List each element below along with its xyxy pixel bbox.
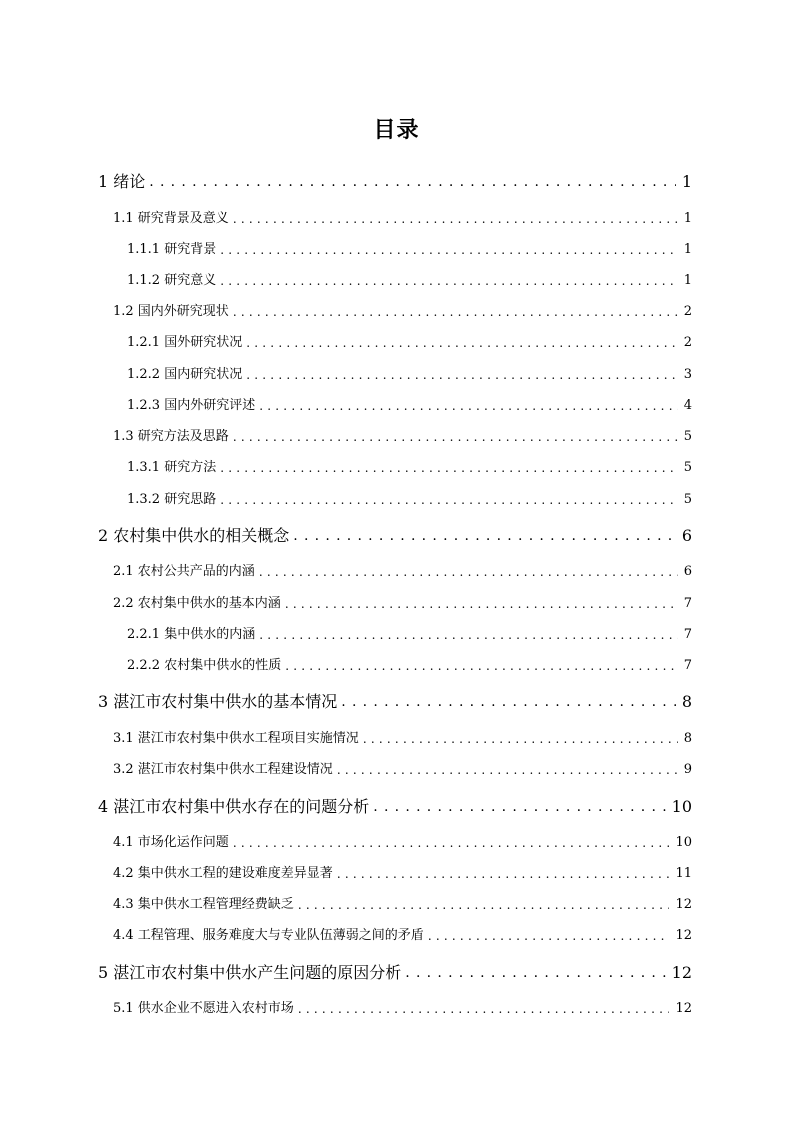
toc-entry-label: 4.1 市场化运作问题 xyxy=(113,835,229,850)
toc-leader xyxy=(373,796,665,818)
toc-leader xyxy=(341,691,676,713)
toc-leader xyxy=(220,459,678,477)
toc-entry-label: 4.2 集中供水工程的建设难度差异显著 xyxy=(113,866,333,881)
toc-entry-1-3-1[interactable] xyxy=(127,459,692,477)
toc-entry-page: 7 xyxy=(683,627,692,642)
toc-leader xyxy=(285,595,678,613)
toc-entry-label: 1.2.3 国内外研究评述 xyxy=(127,398,256,413)
toc-entry-label: 4.4 工程管理、服务难度大与专业队伍薄弱之间的矛盾 xyxy=(113,928,424,943)
toc-leader xyxy=(149,171,676,193)
toc-entry-label: 2.2 农村集中供水的基本内涵 xyxy=(113,596,281,611)
toc-entry-1-1-2[interactable] xyxy=(127,272,692,290)
toc-leader xyxy=(285,657,678,675)
toc-entry-page: 12 xyxy=(671,963,692,982)
toc-leader xyxy=(246,366,678,384)
toc-entry-ch5[interactable] xyxy=(98,962,692,984)
toc-entry-ch3[interactable] xyxy=(98,691,692,713)
toc-entry-page: 5 xyxy=(683,460,692,475)
toc-entry-label: 1.2 国内外研究现状 xyxy=(113,304,229,319)
toc-entry-2-2-2[interactable] xyxy=(127,657,692,675)
toc-entry-label: 1.1.2 研究意义 xyxy=(127,273,217,288)
toc-entry-page: 4 xyxy=(683,398,692,413)
toc-entry-page: 2 xyxy=(683,304,692,319)
toc-entry-page: 6 xyxy=(681,526,692,545)
toc-entry-label: 1.3 研究方法及思路 xyxy=(113,429,229,444)
toc-title: 目录 xyxy=(373,118,420,143)
toc-entry-page: 7 xyxy=(683,658,692,673)
toc-entry-4-3[interactable] xyxy=(113,896,692,914)
toc-entry-page: 7 xyxy=(683,596,692,611)
toc-entry-page: 1 xyxy=(683,273,692,288)
toc-entry-label: 2.2.2 农村集中供水的性质 xyxy=(127,658,282,673)
toc-entry-5-1[interactable] xyxy=(113,1000,692,1018)
toc-entry-3-2[interactable] xyxy=(113,761,692,779)
toc-entry-ch1[interactable] xyxy=(98,171,692,193)
toc-entry-2-2[interactable] xyxy=(113,595,692,613)
toc-entry-page: 5 xyxy=(683,492,692,507)
toc-entry-page: 5 xyxy=(683,429,692,444)
toc-entry-page: 8 xyxy=(681,692,692,711)
toc-entry-2-2-1[interactable] xyxy=(127,626,692,644)
toc-entry-label: 3.1 湛江市农村集中供水工程项目实施情况 xyxy=(113,731,359,746)
toc-leader xyxy=(233,428,678,446)
toc-entry-label: 5.1 供水企业不愿进入农村市场 xyxy=(113,1001,294,1016)
toc-entry-label: 4 湛江市农村集中供水存在的问题分析 xyxy=(98,797,370,816)
toc-leader xyxy=(220,491,678,509)
toc-entry-1-1-1[interactable] xyxy=(127,241,692,259)
toc-entry-label: 3.2 湛江市农村集中供水工程建设情况 xyxy=(113,762,333,777)
toc-entry-ch4[interactable] xyxy=(98,796,692,818)
toc-leader xyxy=(233,210,678,228)
toc-leader xyxy=(298,896,670,914)
toc-leader xyxy=(233,303,678,321)
toc-leader xyxy=(220,241,678,259)
toc-leader xyxy=(405,962,665,984)
toc-leader xyxy=(246,334,678,352)
toc-entry-4-2[interactable] xyxy=(113,865,692,883)
toc-leader xyxy=(337,865,670,883)
toc-entry-1-3[interactable] xyxy=(113,428,692,446)
toc-entry-1-2-3[interactable] xyxy=(127,397,692,415)
toc-entry-label: 1.2.2 国内研究状况 xyxy=(127,367,243,382)
toc-entry-label: 1.2.1 国外研究状况 xyxy=(127,335,243,350)
toc-entry-label: 3 湛江市农村集中供水的基本情况 xyxy=(98,692,338,711)
toc-leader xyxy=(220,272,678,290)
toc-leader xyxy=(259,563,678,581)
toc-leader xyxy=(259,626,678,644)
toc-leader xyxy=(259,397,678,415)
toc-entry-page: 2 xyxy=(683,335,692,350)
toc-entry-page: 6 xyxy=(683,564,692,579)
toc-leader xyxy=(363,730,678,748)
toc-entry-4-4[interactable] xyxy=(113,927,692,945)
toc-entry-label: 1.3.2 研究思路 xyxy=(127,492,217,507)
toc-entry-page: 9 xyxy=(683,762,692,777)
toc-entry-1-3-2[interactable] xyxy=(127,491,692,509)
toc-entry-page: 3 xyxy=(683,367,692,382)
toc-leader xyxy=(298,1000,670,1018)
toc-entry-1-1[interactable] xyxy=(113,210,692,228)
toc-entry-1-2[interactable] xyxy=(113,303,692,321)
toc-leader xyxy=(428,927,670,945)
toc-entry-4-1[interactable] xyxy=(113,834,692,852)
toc-entry-page: 1 xyxy=(683,242,692,257)
toc-entry-page: 12 xyxy=(675,1001,692,1016)
toc-entry-page: 1 xyxy=(683,211,692,226)
toc-leader xyxy=(233,834,670,852)
toc-entry-label: 2.2.1 集中供水的内涵 xyxy=(127,627,256,642)
toc-entry-label: 1 绪论 xyxy=(98,172,146,191)
toc-entry-page: 11 xyxy=(675,866,692,881)
toc-entry-page: 12 xyxy=(675,928,692,943)
toc-entry-page: 8 xyxy=(683,731,692,746)
toc-entry-ch2[interactable] xyxy=(98,525,692,547)
toc-entry-label: 1.3.1 研究方法 xyxy=(127,460,217,475)
toc-entry-1-2-2[interactable] xyxy=(127,366,692,384)
toc-entry-page: 10 xyxy=(675,835,692,850)
toc-entry-label: 2.1 农村公共产品的内涵 xyxy=(113,564,255,579)
toc-entry-label: 5 湛江市农村集中供水产生问题的原因分析 xyxy=(98,963,402,982)
toc-leader xyxy=(337,761,678,779)
toc-entry-3-1[interactable] xyxy=(113,730,692,748)
toc-entry-page: 12 xyxy=(675,897,692,912)
toc-entry-2-1[interactable] xyxy=(113,563,692,581)
toc-entry-label: 1.1 研究背景及意义 xyxy=(113,211,229,226)
toc-entry-page: 10 xyxy=(671,797,692,816)
toc-entry-label: 4.3 集中供水工程管理经费缺乏 xyxy=(113,897,294,912)
toc-leader xyxy=(293,525,676,547)
toc-entry-1-2-1[interactable] xyxy=(127,334,692,352)
toc-entry-label: 2 农村集中供水的相关概念 xyxy=(98,526,290,545)
toc-entry-label: 1.1.1 研究背景 xyxy=(127,242,217,257)
toc-entry-page: 1 xyxy=(681,172,692,191)
